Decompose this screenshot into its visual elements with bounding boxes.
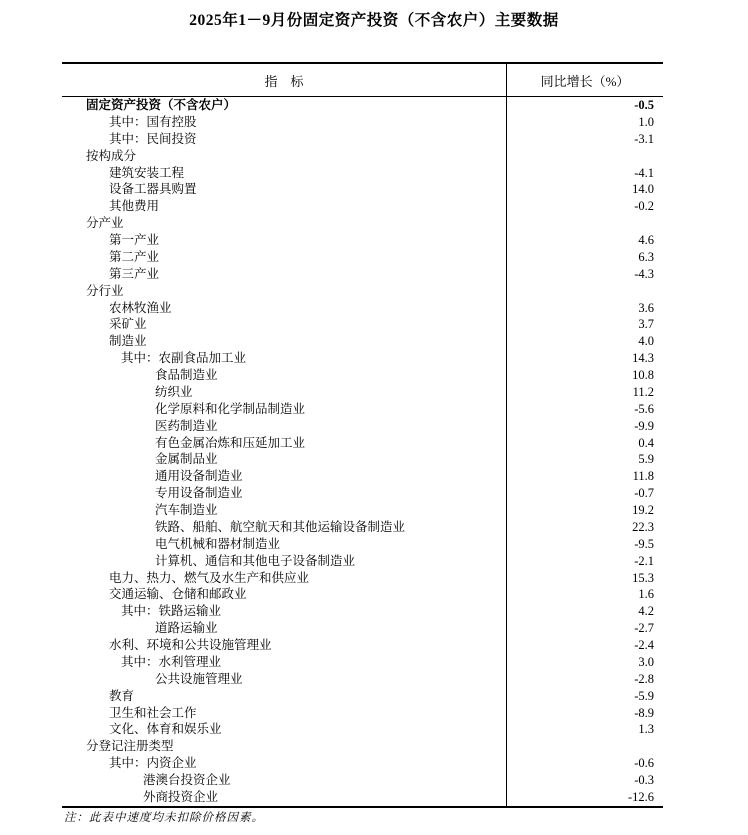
growth-value-cell: -9.9 xyxy=(634,418,654,433)
table-row xyxy=(62,671,663,688)
table-body xyxy=(62,97,663,806)
indicator-cell: 医药制造业 xyxy=(62,418,507,435)
growth-value-cell xyxy=(507,738,663,755)
growth-value-cell: 4.2 xyxy=(638,604,654,619)
table-row xyxy=(62,620,663,637)
growth-value-cell: 0.4 xyxy=(638,435,654,450)
growth-value-cell: -5.9 xyxy=(634,688,654,703)
table-row xyxy=(62,232,663,249)
indicator-cell: 其中：农副食品加工业 xyxy=(62,350,507,367)
growth-value-cell: 19.2 xyxy=(632,503,654,517)
table-row xyxy=(62,198,663,215)
indicator-cell: 卫生和社会工作 xyxy=(62,705,507,722)
indicator-cell: 第三产业 xyxy=(62,266,507,283)
indicator-cell: 其中：内资企业 xyxy=(62,755,507,772)
growth-value-cell: 11.8 xyxy=(632,469,654,484)
growth-value-cell: -12.6 xyxy=(627,789,654,804)
table-row xyxy=(62,266,663,283)
indicator-cell: 计算机、通信和其他电子设备制造业 xyxy=(62,553,507,570)
indicator-cell: 食品制造业 xyxy=(62,367,507,384)
indicator-cell: 电气机械和器材制造业 xyxy=(62,536,507,553)
table-row xyxy=(62,333,663,350)
indicator-cell: 通用设备制造业 xyxy=(62,468,507,485)
indicator-cell: 固定资产投资（不含农户） xyxy=(62,97,507,114)
table-row xyxy=(62,114,663,131)
growth-value-cell: -2.4 xyxy=(634,638,654,652)
table-row xyxy=(62,131,663,148)
indicator-cell: 铁路、船舶、航空航天和其他运输设备制造业 xyxy=(62,519,507,536)
growth-value-cell xyxy=(507,283,663,300)
table-row xyxy=(62,181,663,198)
growth-value-cell: -0.7 xyxy=(634,486,654,501)
indicator-cell: 化学原料和化学制品制造业 xyxy=(62,401,507,418)
table-row xyxy=(62,772,663,789)
footnote: 注：此表中速度均未扣除价格因素。 xyxy=(64,812,264,824)
indicator-cell: 第一产业 xyxy=(62,232,507,249)
table-row xyxy=(62,215,663,232)
growth-value-cell: 1.3 xyxy=(638,722,654,737)
indicator-cell: 制造业 xyxy=(62,333,507,350)
indicator-cell: 设备工器具购置 xyxy=(62,181,507,198)
indicator-cell: 第二产业 xyxy=(62,249,507,266)
growth-value-cell xyxy=(507,215,663,232)
page-title: 2025年1－9月份固定资产投资（不含农户）主要数据 xyxy=(189,12,559,29)
indicator-cell: 专用设备制造业 xyxy=(62,485,507,502)
growth-value-cell: 1.6 xyxy=(638,587,654,602)
indicator-cell: 纺织业 xyxy=(62,384,507,401)
growth-value-cell: 5.9 xyxy=(638,452,654,467)
table-row xyxy=(62,350,663,367)
column-header-growth: 同比增长（%） xyxy=(540,73,630,89)
table-header-row xyxy=(62,64,663,97)
growth-value-cell: 3.7 xyxy=(638,317,654,332)
indicator-cell: 其中：民间投资 xyxy=(62,131,507,148)
table-row xyxy=(62,418,663,435)
table-row xyxy=(62,519,663,536)
table-row xyxy=(62,300,663,317)
table-row xyxy=(62,553,663,570)
table-row xyxy=(62,654,663,671)
table-row xyxy=(62,502,663,519)
column-header-indicator: 指 标 xyxy=(62,64,507,96)
growth-value-cell: -4.3 xyxy=(634,266,654,281)
growth-value-cell: 4.0 xyxy=(638,334,654,349)
growth-value-cell: 1.0 xyxy=(638,114,654,129)
growth-value-cell: -4.1 xyxy=(634,165,654,180)
indicator-cell: 金属制品业 xyxy=(62,451,507,468)
indicator-cell: 其他费用 xyxy=(62,198,507,215)
growth-value-cell xyxy=(507,148,663,165)
indicator-cell: 有色金属冶炼和压延加工业 xyxy=(62,435,507,452)
indicator-cell: 港澳台投资企业 xyxy=(62,772,507,789)
table-row xyxy=(62,789,663,806)
indicator-cell: 采矿业 xyxy=(62,316,507,333)
table-row xyxy=(62,755,663,772)
growth-value-cell: -0.3 xyxy=(634,773,654,787)
growth-value-cell: -8.9 xyxy=(634,705,654,720)
growth-value-cell: 3.0 xyxy=(638,654,654,669)
table-row xyxy=(62,738,663,755)
growth-value-cell: 6.3 xyxy=(638,249,654,264)
indicator-cell: 公共设施管理业 xyxy=(62,671,507,688)
growth-value-cell: 15.3 xyxy=(632,570,654,585)
table-row xyxy=(62,249,663,266)
growth-value-cell: -9.5 xyxy=(634,536,654,551)
data-table xyxy=(62,62,663,808)
growth-value-cell: -2.1 xyxy=(634,553,654,568)
table-row xyxy=(62,688,663,705)
growth-value-cell: -0.5 xyxy=(634,98,654,112)
growth-value-cell: 10.8 xyxy=(632,368,654,382)
table-row xyxy=(62,165,663,182)
table-row xyxy=(62,468,663,485)
indicator-cell: 教育 xyxy=(62,688,507,705)
growth-value-cell: -2.7 xyxy=(634,621,654,636)
table-row xyxy=(62,485,663,502)
growth-value-cell: 14.3 xyxy=(632,351,654,366)
table-row xyxy=(62,536,663,553)
growth-value-cell: -0.6 xyxy=(634,756,654,771)
table-row xyxy=(62,586,663,603)
indicator-cell: 其中：铁路运输业 xyxy=(62,603,507,620)
indicator-cell: 汽车制造业 xyxy=(62,502,507,519)
indicator-cell: 分产业 xyxy=(62,215,507,232)
indicator-cell: 建筑安装工程 xyxy=(62,165,507,182)
indicator-cell: 其中：水利管理业 xyxy=(62,654,507,671)
indicator-cell: 按构成分 xyxy=(62,148,507,165)
growth-value-cell: 4.6 xyxy=(638,233,654,247)
indicator-cell: 电力、热力、燃气及水生产和供应业 xyxy=(62,570,507,587)
indicator-cell: 分行业 xyxy=(62,283,507,300)
growth-value-cell: -0.2 xyxy=(634,199,654,214)
indicator-cell: 水利、环境和公共设施管理业 xyxy=(62,637,507,654)
table-row xyxy=(62,384,663,401)
indicator-cell: 其中：国有控股 xyxy=(62,114,507,131)
indicator-cell: 分登记注册类型 xyxy=(62,738,507,755)
indicator-cell: 道路运输业 xyxy=(62,620,507,637)
table-row xyxy=(62,367,663,384)
table-row xyxy=(62,283,663,300)
table-row xyxy=(62,435,663,452)
table-row xyxy=(62,603,663,620)
table-row xyxy=(62,148,663,165)
table-row xyxy=(62,316,663,333)
growth-value-cell: -5.6 xyxy=(634,401,654,416)
growth-value-cell: 22.3 xyxy=(632,519,654,534)
growth-value-cell: 11.2 xyxy=(632,384,654,399)
indicator-cell: 文化、体育和娱乐业 xyxy=(62,721,507,738)
growth-value-cell: 3.6 xyxy=(638,300,654,315)
growth-value-cell: 14.0 xyxy=(632,182,654,197)
indicator-cell: 交通运输、仓储和邮政业 xyxy=(62,586,507,603)
table-row xyxy=(62,97,663,114)
table-row xyxy=(62,705,663,722)
table-row xyxy=(62,401,663,418)
table-row xyxy=(62,721,663,738)
table-row xyxy=(62,637,663,654)
growth-value-cell: -3.1 xyxy=(634,131,654,146)
growth-value-cell: -2.8 xyxy=(634,671,654,686)
table-row xyxy=(62,570,663,587)
indicator-cell: 农林牧渔业 xyxy=(62,300,507,317)
table-row xyxy=(62,451,663,468)
indicator-cell: 外商投资企业 xyxy=(62,789,507,806)
